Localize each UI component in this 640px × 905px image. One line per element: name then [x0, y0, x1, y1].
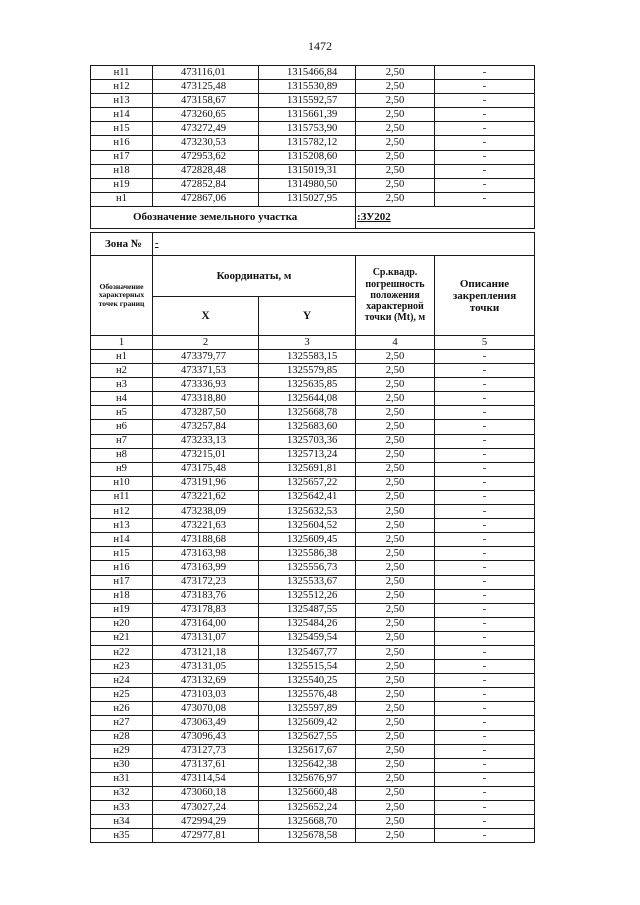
x-coordinate: 473183,76 [153, 589, 259, 603]
error-value: 2,50 [356, 350, 435, 364]
column-number: 1 [91, 336, 153, 350]
error-value: 2,50 [356, 603, 435, 617]
table-row [91, 192, 535, 206]
y-coordinate: 1315782,12 [259, 136, 356, 150]
y-coordinate: 1325556,73 [259, 561, 356, 575]
table-row [91, 420, 535, 434]
x-coordinate: 473121,18 [153, 645, 259, 659]
fixing-description: - [435, 688, 535, 702]
point-id: н10 [91, 476, 153, 490]
x-coordinate: 473164,00 [153, 617, 259, 631]
error-value: 2,50 [356, 645, 435, 659]
y-coordinate: 1325583,15 [259, 350, 356, 364]
table-row [91, 603, 535, 617]
x-coordinate: 473131,07 [153, 631, 259, 645]
error-value: 2,50 [356, 434, 435, 448]
point-id: н14 [91, 533, 153, 547]
error-value: 2,50 [356, 617, 435, 631]
error-value: 2,50 [356, 66, 435, 80]
fixing-description: - [435, 786, 535, 800]
table-row [91, 561, 535, 575]
error-value: 2,50 [356, 801, 435, 815]
error-value: 2,50 [356, 192, 435, 206]
error-value: 2,50 [356, 561, 435, 575]
fixing-description: - [435, 505, 535, 519]
x-coordinate: 472828,48 [153, 164, 259, 178]
x-coordinate: 473172,23 [153, 575, 259, 589]
y-coordinate: 1325668,78 [259, 406, 356, 420]
table-row [91, 801, 535, 815]
error-value: 2,50 [356, 702, 435, 716]
y-coordinate: 1315027,95 [259, 192, 356, 206]
point-id: н29 [91, 744, 153, 758]
table-row [91, 575, 535, 589]
point-id: н21 [91, 631, 153, 645]
header-row-1 [91, 256, 535, 297]
fixing-description: - [435, 178, 535, 192]
fixing-description: - [435, 744, 535, 758]
point-id: н15 [91, 122, 153, 136]
zone-value: - [153, 233, 535, 256]
error-value: 2,50 [356, 164, 435, 178]
table-row [91, 378, 535, 392]
point-id: н13 [91, 519, 153, 533]
table-row [91, 716, 535, 730]
x-coordinate: 473215,01 [153, 448, 259, 462]
x-coordinate: 473379,77 [153, 350, 259, 364]
point-id: н25 [91, 688, 153, 702]
point-id: н27 [91, 716, 153, 730]
error-value: 2,50 [356, 80, 435, 94]
y-coordinate: 1325627,55 [259, 730, 356, 744]
y-coordinate: 1325635,85 [259, 378, 356, 392]
point-id: н14 [91, 108, 153, 122]
point-id: н28 [91, 730, 153, 744]
table-row [91, 178, 535, 192]
fixing-description: - [435, 66, 535, 80]
fixing-description: - [435, 815, 535, 829]
fixing-description: - [435, 547, 535, 561]
table-row [91, 674, 535, 688]
fixing-description: - [435, 589, 535, 603]
error-value: 2,50 [356, 730, 435, 744]
x-coordinate: 473188,68 [153, 533, 259, 547]
y-coordinate: 1325609,45 [259, 533, 356, 547]
table-row [91, 476, 535, 490]
x-coordinate: 473131,05 [153, 660, 259, 674]
y-coordinate: 1325691,81 [259, 462, 356, 476]
y-coordinate: 1325459,54 [259, 631, 356, 645]
fixing-description: - [435, 490, 535, 504]
x-coordinate: 473318,80 [153, 392, 259, 406]
point-id: н26 [91, 702, 153, 716]
fixing-description: - [435, 164, 535, 178]
table-row [91, 815, 535, 829]
fixing-description: - [435, 476, 535, 490]
point-id: н19 [91, 178, 153, 192]
table-row [91, 350, 535, 364]
fixing-description: - [435, 392, 535, 406]
x-coordinate: 473070,08 [153, 702, 259, 716]
x-coordinate: 473132,69 [153, 674, 259, 688]
point-id: н11 [91, 66, 153, 80]
error-value: 2,50 [356, 674, 435, 688]
table-row [91, 66, 535, 80]
x-coordinate: 473371,53 [153, 364, 259, 378]
x-coordinate: 473233,13 [153, 434, 259, 448]
error-value: 2,50 [356, 94, 435, 108]
y-coordinate: 1325642,38 [259, 758, 356, 772]
point-id: н17 [91, 575, 153, 589]
y-coordinate: 1325668,70 [259, 815, 356, 829]
table-row [91, 702, 535, 716]
x-coordinate: 473103,03 [153, 688, 259, 702]
table-row [91, 150, 535, 164]
table-row [91, 829, 535, 843]
error-value: 2,50 [356, 519, 435, 533]
fixing-description: - [435, 448, 535, 462]
x-coordinate: 473221,63 [153, 519, 259, 533]
y-coordinate: 1325713,24 [259, 448, 356, 462]
y-coordinate: 1325515,54 [259, 660, 356, 674]
x-coordinate: 473336,93 [153, 378, 259, 392]
point-id: н17 [91, 150, 153, 164]
column-numbers-row [91, 336, 535, 350]
point-id: н16 [91, 561, 153, 575]
error-value: 2,50 [356, 462, 435, 476]
coordinates-header: Координаты, м [153, 256, 356, 297]
x-coordinate: 473260,65 [153, 108, 259, 122]
point-id: н22 [91, 645, 153, 659]
x-coordinate: 472852,84 [153, 178, 259, 192]
fixing-description: - [435, 533, 535, 547]
fixing-description: - [435, 350, 535, 364]
point-id: н3 [91, 378, 153, 392]
table-row [91, 80, 535, 94]
point-id: н35 [91, 829, 153, 843]
y-coordinate: 1325533,67 [259, 575, 356, 589]
table-row [91, 645, 535, 659]
column-number: 2 [153, 336, 259, 350]
fixing-description: - [435, 108, 535, 122]
fixing-description: - [435, 80, 535, 94]
fixing-description: - [435, 150, 535, 164]
x-coordinate: 473287,50 [153, 406, 259, 420]
y-coordinate: 1325579,85 [259, 364, 356, 378]
fixing-description: - [435, 660, 535, 674]
y-coordinate: 1314980,50 [259, 178, 356, 192]
x-coordinate: 473127,73 [153, 744, 259, 758]
point-id: н6 [91, 420, 153, 434]
error-value: 2,50 [356, 815, 435, 829]
fixing-description: - [435, 94, 535, 108]
table-row [91, 660, 535, 674]
y-coordinate: 1325642,41 [259, 490, 356, 504]
y-coordinate: 1315019,31 [259, 164, 356, 178]
error-value: 2,50 [356, 786, 435, 800]
y-coordinate: 1325632,53 [259, 505, 356, 519]
table-row [91, 744, 535, 758]
point-id: н24 [91, 674, 153, 688]
table-row [91, 533, 535, 547]
x-coordinate: 473116,01 [153, 66, 259, 80]
error-value: 2,50 [356, 108, 435, 122]
y-coordinate: 1325487,55 [259, 603, 356, 617]
point-id: н12 [91, 80, 153, 94]
fixing-description: - [435, 575, 535, 589]
point-id: н2 [91, 364, 153, 378]
error-value: 2,50 [356, 772, 435, 786]
point-id: н33 [91, 801, 153, 815]
x-coordinate: 473221,62 [153, 490, 259, 504]
table-row [91, 364, 535, 378]
point-id: н1 [91, 192, 153, 206]
table-row [91, 406, 535, 420]
table-row [91, 164, 535, 178]
x-coordinate: 473257,84 [153, 420, 259, 434]
y-coordinate: 1325617,67 [259, 744, 356, 758]
point-id: н34 [91, 815, 153, 829]
x-coordinate: 473163,99 [153, 561, 259, 575]
x-coordinate: 473163,98 [153, 547, 259, 561]
error-value: 2,50 [356, 476, 435, 490]
x-coordinate: 473063,49 [153, 716, 259, 730]
continued-coordinates-table [90, 65, 535, 229]
error-value: 2,50 [356, 406, 435, 420]
x-coordinate: 473238,09 [153, 505, 259, 519]
y-coordinate: 1325604,52 [259, 519, 356, 533]
point-id: н20 [91, 617, 153, 631]
x-coordinate: 473060,18 [153, 786, 259, 800]
fixing-description: - [435, 716, 535, 730]
y-coordinate: 1315592,57 [259, 94, 356, 108]
table-row [91, 589, 535, 603]
y-coordinate: 1325576,48 [259, 688, 356, 702]
y-coordinate: 1315530,89 [259, 80, 356, 94]
error-value: 2,50 [356, 533, 435, 547]
column-number: 4 [356, 336, 435, 350]
error-value: 2,50 [356, 575, 435, 589]
point-id: н18 [91, 164, 153, 178]
x-coordinate: 473230,53 [153, 136, 259, 150]
point-id: н23 [91, 660, 153, 674]
table-row [91, 94, 535, 108]
fixing-description: - [435, 136, 535, 150]
fixing-description: - [435, 674, 535, 688]
column-number: 5 [435, 336, 535, 350]
table-row [91, 122, 535, 136]
x-coordinate: 473175,48 [153, 462, 259, 476]
error-value: 2,50 [356, 631, 435, 645]
point-id: н9 [91, 462, 153, 476]
fixing-description: - [435, 801, 535, 815]
error-value: 2,50 [356, 392, 435, 406]
table-row [91, 519, 535, 533]
table-row [91, 730, 535, 744]
error-value: 2,50 [356, 136, 435, 150]
x-coordinate: 473125,48 [153, 80, 259, 94]
y-coordinate: 1325609,42 [259, 716, 356, 730]
y-coordinate: 1315466,84 [259, 66, 356, 80]
error-value: 2,50 [356, 150, 435, 164]
fixing-description: - [435, 378, 535, 392]
x-coordinate: 473272,49 [153, 122, 259, 136]
point-id: н19 [91, 603, 153, 617]
point-id: н11 [91, 490, 153, 504]
fixing-description: - [435, 364, 535, 378]
parcel-value: :ЗУ202 [356, 206, 535, 228]
x-coordinate: 472867,06 [153, 192, 259, 206]
y-coordinate: 1325652,24 [259, 801, 356, 815]
parcel-row [91, 206, 535, 228]
fixing-description: - [435, 434, 535, 448]
error-value: 2,50 [356, 378, 435, 392]
table-row [91, 108, 535, 122]
error-value: 2,50 [356, 829, 435, 843]
x-coordinate: 472953,62 [153, 150, 259, 164]
table-row [91, 462, 535, 476]
table-row [91, 434, 535, 448]
error-value: 2,50 [356, 744, 435, 758]
y-coordinate: 1315661,39 [259, 108, 356, 122]
fixing-description: - [435, 420, 535, 434]
error-value: 2,50 [356, 716, 435, 730]
point-id: н5 [91, 406, 153, 420]
y-coordinate: 1325512,26 [259, 589, 356, 603]
point-id: н18 [91, 589, 153, 603]
x-coordinate: 473114,54 [153, 772, 259, 786]
y-coordinate: 1315208,60 [259, 150, 356, 164]
fixing-description: - [435, 603, 535, 617]
y-coordinate: 1325586,38 [259, 547, 356, 561]
point-id: н31 [91, 772, 153, 786]
fixing-description: - [435, 758, 535, 772]
point-id: н7 [91, 434, 153, 448]
point-id: н30 [91, 758, 153, 772]
point-id: н15 [91, 547, 153, 561]
error-value: 2,50 [356, 660, 435, 674]
y-coordinate: 1325683,60 [259, 420, 356, 434]
table-row [91, 136, 535, 150]
zone-row [91, 233, 535, 256]
x-header: X [153, 297, 259, 336]
error-value: 2,50 [356, 547, 435, 561]
error-value: 2,50 [356, 589, 435, 603]
x-coordinate: 473096,43 [153, 730, 259, 744]
zone-label: Зона № [91, 233, 153, 256]
fixing-description: - [435, 645, 535, 659]
page-number: 1472 [308, 39, 332, 53]
x-coordinate: 473027,24 [153, 801, 259, 815]
fixing-description: - [435, 631, 535, 645]
table-row [91, 392, 535, 406]
point-id: н16 [91, 136, 153, 150]
y-header: Y [259, 297, 356, 336]
y-coordinate: 1325467,77 [259, 645, 356, 659]
table-row [91, 786, 535, 800]
point-designation-header: Обозначение характерных точек границ [91, 256, 153, 336]
x-coordinate: 472977,81 [153, 829, 259, 843]
fixing-description: - [435, 192, 535, 206]
x-coordinate: 473137,61 [153, 758, 259, 772]
y-coordinate: 1325540,25 [259, 674, 356, 688]
x-coordinate: 473191,96 [153, 476, 259, 490]
table-row [91, 547, 535, 561]
fixing-description: - [435, 829, 535, 843]
y-coordinate: 1325676,97 [259, 772, 356, 786]
table-row [91, 688, 535, 702]
error-header: Ср.квадр. погрешность положения характерной точки (Мt), м [356, 256, 435, 336]
table-row [91, 758, 535, 772]
fixing-description: - [435, 772, 535, 786]
table-row [91, 505, 535, 519]
error-value: 2,50 [356, 758, 435, 772]
fixing-description: - [435, 561, 535, 575]
point-id: н12 [91, 505, 153, 519]
table-row [91, 772, 535, 786]
point-id: н13 [91, 94, 153, 108]
table-row [91, 448, 535, 462]
error-value: 2,50 [356, 505, 435, 519]
error-value: 2,50 [356, 364, 435, 378]
point-id: н8 [91, 448, 153, 462]
table-row [91, 631, 535, 645]
y-coordinate: 1325484,26 [259, 617, 356, 631]
fixing-description: - [435, 122, 535, 136]
y-coordinate: 1325660,48 [259, 786, 356, 800]
table-row [91, 490, 535, 504]
column-number: 3 [259, 336, 356, 350]
point-id: н32 [91, 786, 153, 800]
y-coordinate: 1325644,08 [259, 392, 356, 406]
error-value: 2,50 [356, 122, 435, 136]
point-id: н4 [91, 392, 153, 406]
x-coordinate: 473178,83 [153, 603, 259, 617]
y-coordinate: 1325678,58 [259, 829, 356, 843]
y-coordinate: 1325597,89 [259, 702, 356, 716]
x-coordinate: 473158,67 [153, 94, 259, 108]
y-coordinate: 1315753,90 [259, 122, 356, 136]
fixing-description: - [435, 617, 535, 631]
fixing-description: - [435, 406, 535, 420]
parcel-label: Обозначение земельного участка [91, 206, 356, 228]
error-value: 2,50 [356, 448, 435, 462]
error-value: 2,50 [356, 688, 435, 702]
error-value: 2,50 [356, 178, 435, 192]
y-coordinate: 1325703,36 [259, 434, 356, 448]
x-coordinate: 472994,29 [153, 815, 259, 829]
fixing-description: - [435, 702, 535, 716]
error-value: 2,50 [356, 420, 435, 434]
error-value: 2,50 [356, 490, 435, 504]
coordinates-table [90, 232, 535, 843]
fixing-description: - [435, 730, 535, 744]
fixing-header: Описание закрепления точки [435, 256, 535, 336]
y-coordinate: 1325657,22 [259, 476, 356, 490]
point-id: н1 [91, 350, 153, 364]
table-row [91, 617, 535, 631]
fixing-description: - [435, 462, 535, 476]
fixing-description: - [435, 519, 535, 533]
